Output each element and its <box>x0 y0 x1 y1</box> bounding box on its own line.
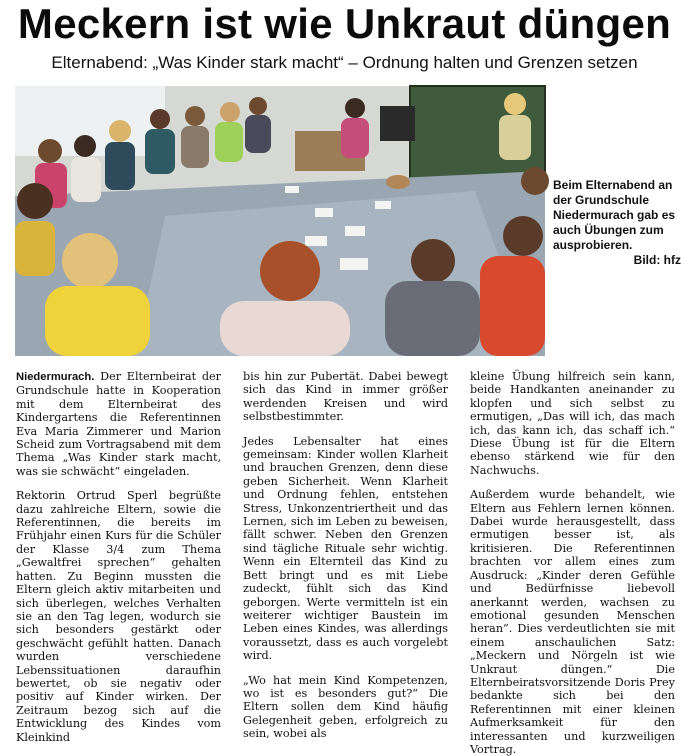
subheadline: Elternabend: „Was Kinder stark macht“ – Ordnung halten und Grenzen setzen <box>51 53 638 72</box>
photo-caption <box>553 178 681 268</box>
article-column-3 <box>470 370 675 756</box>
paragraph: kleine Übung hilfreich sein kann, beide Handkanten aneinander zu klopfen und sich selbst zu ermutigen, „Das will ich, das mach ich, das kann ich, das schaff ich.“ Diese Übung ist für die Eltern ebenso stärkend wie für den Nachwuchs. <box>470 370 675 477</box>
photo-credit: Bild: hfz <box>633 253 681 267</box>
caption-text: Beim Elternabend an der Grundschule Niedermurach gab es auch Übungen zum ausprobieren. <box>553 178 676 252</box>
paragraph: „Wo hat mein Kind Kompetenzen, wo ist es besonders gut?“ Die Eltern sollen dem Kind häufig Gelegenheit geben, erfolgreich zu sein, wobei als <box>243 673 448 741</box>
headline: Meckern ist wie Unkraut düngen <box>17 0 672 47</box>
article-photo <box>15 86 545 356</box>
paragraph: Jedes Lebensalter hat eines gemeinsam: Kinder wollen Klarheit und brauchen Grenzen, denn diese geben Sicherheit. Wenn Klarheit und Ordnung fehlen, entstehen Stress, Unkonzentriertheit und das Lernen, sich im Leben zu beweisen, fällt schwer. Neben den Grenzen sind tägliche Rituale sehr wichtig. Wenn ein Elternteil das Kind zu Bett bringt und es mit Liebe zudeckt, fühlt sich das Kind geborgen. Werte vermitteln ist ein weiterer wichtiger Baustein im Leben eines Kindes, was allerdings voraussetzt, dass es auch vorgelebt wird. <box>243 434 448 663</box>
article-column-2 <box>243 370 448 741</box>
paragraph: Außerdem wurde behandelt, wie Eltern aus Fehlern lernen können. Dabei wurde herausgestellt, dass ermutigen besser ist, als kritisieren. Die Referentinnen brachten vor allem eines zum Ausdruck: „Kinder deren Gefühle und Bedürfnisse liebevoll anerkannt werden, wachsen zu emotional gesunden Menschen heran“. Dies verdeutlichten sie mit einem anschaulichen Satz: „Meckern und Nörgeln ist wie Unkraut düngen.“ Die Elternbeiratsvorsitzende Doris Prey bedankte sich bei den Referentinnen mit einer kleinen Aufmerksamkeit für den interessanten und kurzweiligen Vortrag. <box>470 488 675 756</box>
photo-illustration <box>15 86 545 356</box>
article-column-1 <box>16 370 221 744</box>
paragraph: Rektorin Ortrud Sperl begrüßte dazu zahlreiche Eltern, sowie die Referentinnen, die bereits im Frühjahr einen Kurs für die Schüler der Klasse 3/4 zum Thema „Gewaltfrei sprechen“ gehalten hatten. Zu Beginn mussten die Eltern gleich aktiv mitarbeiten und sich überlegen, welches Verhalten sie an den Tag legen, wodurch sie sich besonders gestärkt oder geschwächt gefühlt hatten. Danach wurden verschiedene Lebenssituationen daraufhin bewertet, ob sie negativ oder positiv auf Kinder wirken. Der Zeitraum bezog sich auf die Entwicklung des Kindes vom Kleinkind <box>16 489 221 744</box>
paragraph: bis hin zur Pubertät. Dabei bewegt sich das Kind in immer größer werdenden Kreisen und wird selbstbestimmter. <box>243 370 448 424</box>
dateline: Niedermurach. <box>16 371 95 383</box>
paragraph <box>16 370 221 478</box>
paragraph-text: Der Elternbeirat der Grundschule hatte in Kooperation mit dem Elternbeirat des Kindergartens die Referentinnen Eva Maria Zimmerer und Marion Scheid zum Vortragsabend mit dem Thema „Was Kinder stark macht, was sie schwächt“ eingeladen. <box>16 370 221 478</box>
